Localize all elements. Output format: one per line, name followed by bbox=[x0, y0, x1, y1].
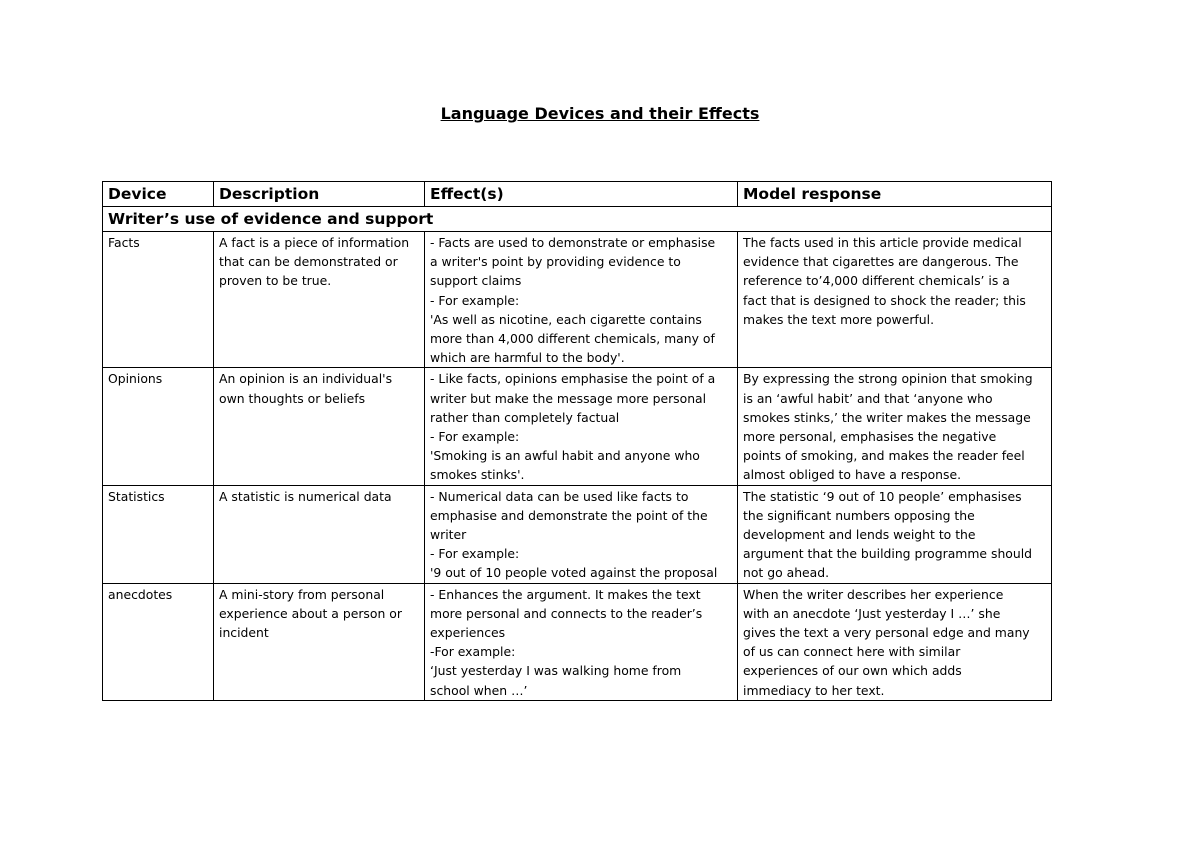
cell-line: 'As well as nicotine, each cigarette contains bbox=[430, 311, 702, 327]
cell-line: A fact is a piece of information bbox=[219, 235, 410, 250]
header-model-response: Model response bbox=[738, 182, 1052, 207]
cell-line: incident bbox=[219, 625, 269, 641]
cell-effects bbox=[425, 232, 738, 368]
cell-line: - Enhances the argument. It makes the text bbox=[430, 586, 701, 602]
cell-effects bbox=[425, 485, 738, 583]
cell-description bbox=[214, 485, 425, 583]
cell-line: argument that the building programme should bbox=[743, 546, 1033, 562]
page-title: Language Devices and their Effects bbox=[440, 104, 760, 123]
cell-line: with an anecdote ‘Just yesterday I …’ she bbox=[743, 605, 1001, 621]
cell-line: experience about a person or bbox=[219, 605, 402, 621]
cell-description bbox=[214, 583, 425, 700]
cell-line: proven to be true. bbox=[219, 273, 332, 289]
cell-line: A mini-story from personal bbox=[219, 586, 385, 602]
section-heading: Writer’s use of evidence and support bbox=[103, 207, 1052, 232]
cell-line: smokes stinks'. bbox=[430, 467, 525, 483]
table-header-row bbox=[103, 182, 1052, 207]
section-row bbox=[103, 207, 1052, 232]
cell-line: makes the text more powerful. bbox=[743, 311, 935, 327]
cell-line: the significant numbers opposing the bbox=[743, 507, 975, 523]
header-effects: Effect(s) bbox=[425, 182, 738, 207]
cell-line: almost obliged to have a response. bbox=[743, 467, 962, 483]
cell-line: more personal and connects to the reader’s bbox=[430, 605, 703, 621]
cell-model-response bbox=[738, 583, 1052, 700]
cell-line: 'Smoking is an awful habit and anyone who bbox=[430, 448, 700, 464]
cell-line: gives the text a very personal edge and many bbox=[743, 625, 1030, 641]
cell-description bbox=[214, 368, 425, 485]
cell-line: - Facts are used to demonstrate or emphasise bbox=[430, 235, 716, 250]
cell-line: more personal, emphasises the negative bbox=[743, 429, 997, 445]
devices-table bbox=[102, 181, 1052, 701]
cell-line: of us can connect here with similar bbox=[743, 644, 961, 660]
cell-line: - Like facts, opinions emphasise the point of a bbox=[430, 371, 716, 387]
cell-model-response bbox=[738, 485, 1052, 583]
table-row bbox=[103, 232, 1052, 368]
cell-line: smokes stinks,’ the writer makes the message bbox=[743, 409, 1031, 425]
cell-line: '9 out of 10 people voted against the proposal bbox=[430, 565, 718, 581]
cell-device: Opinions bbox=[103, 368, 214, 485]
cell-line: -For example: bbox=[430, 644, 516, 660]
cell-line: emphasise and demonstrate the point of the bbox=[430, 507, 708, 523]
cell-line: more than 4,000 different chemicals, many of bbox=[430, 331, 715, 347]
cell-line: When the writer describes her experience bbox=[743, 586, 1004, 602]
cell-line: points of smoking, and makes the reader feel bbox=[743, 448, 1025, 464]
cell-line: writer bbox=[430, 527, 467, 543]
cell-line: - Numerical data can be used like facts to bbox=[430, 488, 689, 504]
cell-line: experiences bbox=[430, 625, 506, 641]
cell-device: Statistics bbox=[103, 485, 214, 583]
cell-model-response bbox=[738, 232, 1052, 368]
cell-effects bbox=[425, 368, 738, 485]
cell-line: support claims bbox=[430, 273, 522, 289]
cell-line: experiences of our own which adds bbox=[743, 663, 962, 679]
cell-line: fact that is designed to shock the reader; this bbox=[743, 292, 1026, 308]
cell-line: The facts used in this article provide medical bbox=[743, 235, 1022, 250]
cell-line: school when …’ bbox=[430, 682, 528, 698]
cell-line: writer but make the message more personal bbox=[430, 390, 707, 406]
cell-line: not go ahead. bbox=[743, 565, 830, 581]
cell-line: reference to’4,000 different chemicals’ is a bbox=[743, 273, 1010, 289]
cell-line: - For example: bbox=[430, 292, 520, 308]
header-device: Device bbox=[103, 182, 214, 207]
cell-line: development and lends weight to the bbox=[743, 527, 976, 543]
table-row bbox=[103, 368, 1052, 485]
cell-line: is an ‘awful habit’ and that ‘anyone who bbox=[743, 390, 993, 406]
cell-line: own thoughts or beliefs bbox=[219, 390, 366, 406]
cell-description bbox=[214, 232, 425, 368]
cell-line: a writer's point by providing evidence to bbox=[430, 254, 681, 270]
header-description: Description bbox=[214, 182, 425, 207]
cell-line: - For example: bbox=[430, 429, 520, 445]
cell-device: Facts bbox=[103, 232, 214, 368]
cell-line: which are harmful to the body'. bbox=[430, 350, 625, 366]
cell-line: By expressing the strong opinion that smoking bbox=[743, 371, 1033, 387]
cell-line: A statistic is numerical data bbox=[219, 488, 392, 504]
cell-line: An opinion is an individual's bbox=[219, 371, 393, 387]
cell-device: anecdotes bbox=[103, 583, 214, 700]
cell-line: that can be demonstrated or bbox=[219, 254, 398, 270]
cell-effects bbox=[425, 583, 738, 700]
cell-line: ‘Just yesterday I was walking home from bbox=[430, 663, 682, 679]
cell-line: - For example: bbox=[430, 546, 520, 562]
cell-line: The statistic ‘9 out of 10 people’ emphasises bbox=[743, 488, 1022, 504]
cell-line: rather than completely factual bbox=[430, 409, 620, 425]
table-row bbox=[103, 485, 1052, 583]
cell-line: evidence that cigarettes are dangerous. The bbox=[743, 254, 1019, 270]
cell-line: immediacy to her text. bbox=[743, 682, 885, 698]
table-row bbox=[103, 583, 1052, 700]
cell-model-response bbox=[738, 368, 1052, 485]
